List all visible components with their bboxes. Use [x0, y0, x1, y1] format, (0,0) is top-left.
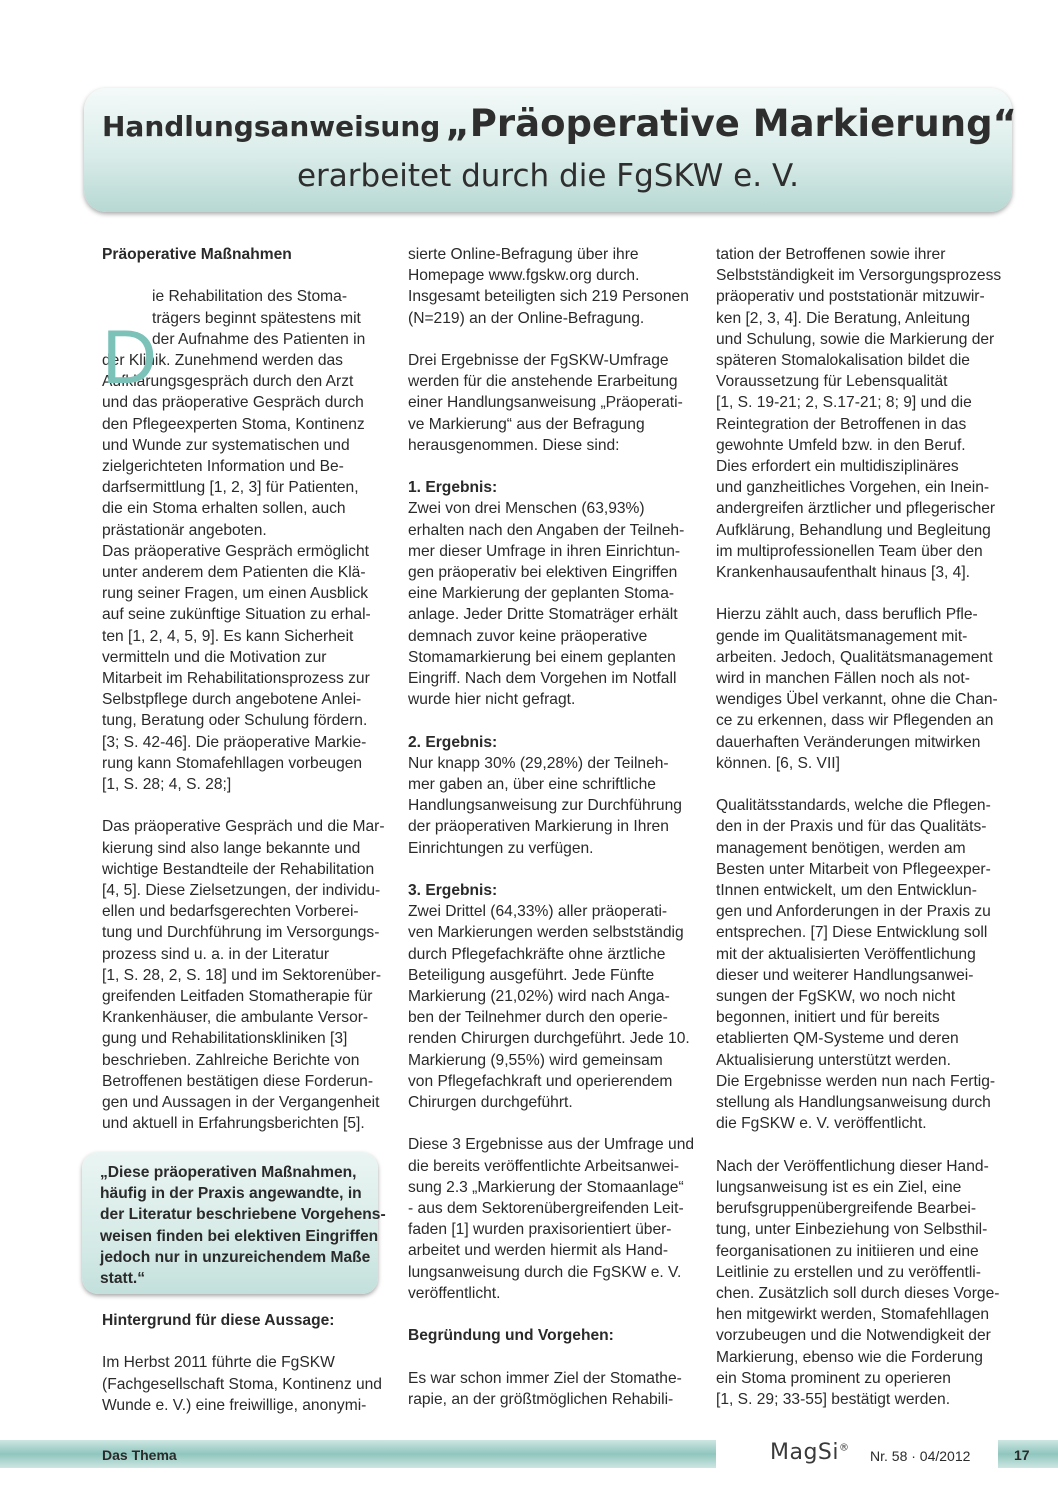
text-line: Homepage www.fgskw.org durch.	[408, 267, 640, 285]
text-line: tation der Betroffenen sowie ihrer	[716, 246, 946, 263]
text-line: faden [1] wurden praxisorientiert über-	[408, 1221, 672, 1239]
text-line: Voraussetzung für Lebensqualität	[716, 373, 948, 391]
text-line: jedoch nur in unzureichendem Maße	[100, 1248, 371, 1266]
paragraph	[102, 541, 382, 795]
text-line: der präoperativen Markierung in Ihren	[408, 818, 669, 836]
text-line: Zwei von drei Menschen (63,93%)	[408, 500, 645, 518]
text-line: späteren Stomalokalisation bildet die	[716, 352, 970, 370]
text-line: erhalten nach den Angaben der Teilneh-	[408, 521, 685, 539]
text-line: gen und Anforderungen in der Praxis zu	[716, 903, 991, 921]
text-line: Das präoperative Gespräch ermöglicht	[102, 542, 369, 560]
text-line: arbeiten. Jedoch, Qualitätsmanagement	[716, 648, 993, 666]
text-line: (Fachgesellschaft Stoma, Kontinenz und	[102, 1375, 382, 1393]
text-line: ie Rehabilitation des Stoma-	[152, 288, 348, 306]
paragraph	[102, 286, 382, 540]
magazine-logo	[770, 1440, 850, 1465]
text-line: hen mitgewirkt werden, Stomafehllagen	[716, 1306, 990, 1324]
text-line: ten [1, 2, 4, 5, 9]. Es kann Sicherheit	[102, 627, 354, 645]
pull-quote	[100, 1162, 386, 1289]
text-line: feorganisationen zu initiieren und eine	[716, 1242, 979, 1260]
text-line: berufsgruppenübergreifende Bearbei-	[716, 1200, 977, 1218]
text-line: Betroffenen bestätigen diese Forderun-	[102, 1072, 374, 1090]
text-line: häufig in der Praxis angewandte, in	[100, 1185, 362, 1203]
text-line: Die Ergebnisse werden nun nach Fertig-	[716, 1072, 996, 1090]
lines	[408, 901, 690, 1113]
page-subtitle: erarbeitet durch die FgSKW e. V.	[296, 158, 800, 194]
section-heading: Hintergrund für diese Aussage:	[102, 1312, 335, 1329]
text-line: Zwei Drittel (64,33%) aller präoperati-	[408, 903, 668, 921]
text-line: unter anderem dem Patienten die Klä-	[102, 564, 366, 582]
text-line: und ganzheitliches Vorgehen, ein Inein-	[716, 479, 990, 497]
text-line: prozess sind u. a. in der Literatur	[102, 945, 330, 963]
paragraph	[408, 1368, 690, 1410]
text-line: Qualitätsstandards, welche die Pflegen-	[716, 797, 991, 815]
text-line: ken [2, 3, 4]. Die Beratung, Anleitung	[716, 309, 970, 327]
text-line: wird in manchen Fällen noch als not-	[716, 670, 970, 688]
text-line: vorzubeugen und die Notwendigkeit der	[716, 1327, 991, 1345]
result-3	[408, 880, 690, 1113]
text-line: management benötigen, werden am	[716, 839, 966, 857]
text-line: Eingriff. Nach dem Vorgehen im Notfall	[408, 670, 677, 688]
text-line: Mitarbeit im Rehabilitationsprozess zur	[102, 670, 370, 688]
text-line: [1, S. 19-21; 2, S.17-21; 8; 9] und die	[716, 394, 972, 412]
text-line: dauerhaften Veränderungen mitwirken	[716, 733, 981, 751]
text-line: gende im Qualitätsmanagement mit-	[716, 627, 968, 645]
paragraph	[716, 604, 998, 774]
text-line: darfsermittlung [1, 2, 3] für Patienten,	[102, 479, 359, 497]
lines	[408, 498, 690, 710]
text-line: Das präoperative Gespräch und die Mar-	[102, 818, 385, 836]
paragraph	[408, 1134, 695, 1304]
text-line: (N=219) an der Online-Befragung.	[408, 309, 645, 327]
text-line: weisen finden bei elektiven Eingriffen	[100, 1227, 379, 1245]
text-line: Markierung (21,02%) wird nach Anga-	[408, 988, 670, 1006]
text-line: einer Handlungsanweisung „Präoperati-	[408, 394, 683, 412]
text-line: gen und Aussagen in der Vergangenheit	[102, 1094, 380, 1112]
text-line: der Literatur beschriebene Vorgehens-	[100, 1206, 386, 1224]
text-line: können. [6, S. VII]	[716, 754, 840, 772]
text-line: zielgerichteten Information und Be-	[102, 458, 344, 476]
text-line: vermitteln und die Motivation zur	[102, 648, 327, 666]
text-line: wendiges Übel verkannt, ohne die Chan-	[716, 691, 998, 709]
text-line: Stomamarkierung bei einem geplanten	[408, 648, 676, 666]
lines	[408, 753, 690, 859]
text-line: wurde hier nicht gefragt.	[408, 691, 576, 709]
text-line: und Schulung, sowie die Markierung der	[716, 330, 995, 348]
text-line: gewohnte Umfeld bzw. in den Beruf.	[716, 436, 966, 454]
footer-issue: Nr. 58 · 04/2012	[870, 1448, 971, 1464]
text-line: renden Chirurgen durchgeführt. Jede 10.	[408, 1030, 690, 1048]
text-line: Beteiligung ausgeführt. Jede Fünfte	[408, 966, 655, 984]
text-line: stellung als Handlungsanweisung durch	[716, 1094, 991, 1112]
text-line: der Aufnahme des Patienten in	[152, 330, 366, 348]
text-line: andergreifen ärztlicher und pflegerischer	[716, 500, 996, 518]
text-line: begonnen, initiert und für bereits	[716, 1009, 940, 1027]
text-line: gung und Rehabilitationskliniken [3]	[102, 1030, 348, 1048]
page-number: 17	[1014, 1447, 1030, 1463]
text-line: Dies erfordert ein multidisziplinäres	[716, 458, 959, 476]
paragraph	[408, 350, 690, 456]
text-line: [3; S. 42-46]. Die präoperative Markie-	[102, 733, 367, 751]
section-heading: Begründung und Vorgehen:	[408, 1327, 614, 1345]
text-line: Reintegration der Betroffenen in das	[716, 415, 967, 433]
text-line: etablierten QM-Systeme und deren	[716, 1030, 959, 1048]
text-line: Einrichtungen zu verfügen.	[408, 839, 594, 857]
page-title	[102, 102, 1017, 145]
result-1	[408, 477, 690, 710]
title-prefix: Handlungsanweisung	[102, 110, 441, 143]
text-line: sierte Online-Befragung über ihre	[408, 246, 639, 263]
text-line: [1, S. 29; 33-55] bestätigt werden.	[716, 1390, 951, 1408]
text-line: [1, S. 28, 2, S. 18] und im Sektorenüber-	[102, 966, 382, 984]
text-line: Es war schon immer Ziel der Stomathe-	[408, 1369, 682, 1387]
text-line: gen präoperativ bei elektiven Eingriffen	[408, 564, 678, 582]
registered-mark: ®	[839, 1442, 850, 1454]
text-line: Markierung (9,55%) wird gemeinsam	[408, 1051, 663, 1069]
text-line: beschrieben. Zahlreiche Berichte von	[102, 1051, 360, 1069]
footer-section: Das Thema	[102, 1447, 177, 1463]
text-line: sung 2.3 „Markierung der Stomaanlage“	[408, 1178, 684, 1196]
text-line: Markierung, ebenso wie die Forderung	[716, 1348, 983, 1366]
text-line: die FgSKW e. V. veröffentlicht.	[716, 1115, 927, 1133]
text-line: rung seiner Fragen, um einen Ausblick	[102, 585, 369, 603]
text-line: anlage. Jeder Dritte Stomaträger erhält	[408, 606, 678, 624]
text-line: und Wunde zur systematischen und	[102, 436, 350, 454]
text-line: arbeitet und werden hiermit als Hand-	[408, 1242, 669, 1260]
drop-cap: D	[102, 315, 157, 401]
text-line: dieser und weiterer Handlungsanwei-	[716, 966, 974, 984]
text-line: [4, 5]. Diese Zielsetzungen, der individu-	[102, 882, 381, 900]
text-line: von Pflegefachkraft und operierendem	[408, 1072, 673, 1090]
paragraph	[408, 244, 690, 329]
paragraph	[716, 1156, 998, 1410]
text-line: Drei Ergebnisse der FgSKW-Umfrage	[408, 352, 669, 369]
paragraph	[102, 1352, 382, 1416]
text-line: Hierzu zählt auch, dass beruflich Pfle-	[716, 606, 978, 624]
text-line: und das präoperative Gespräch durch	[102, 394, 364, 412]
paragraph	[716, 244, 1002, 583]
text-line: den in der Praxis und für das Qualitäts-	[716, 818, 987, 836]
text-line: durch Pflegefachkräfte ohne ärztliche	[408, 945, 666, 963]
paragraph	[716, 795, 998, 1134]
text-line: herausgenommen. Diese sind:	[408, 436, 620, 454]
text-line: mit der aktualisierten Veröffentlichung	[716, 945, 976, 963]
text-line: Aktualisierung unterstützt werden.	[716, 1051, 951, 1069]
text-line: tung und Durchführung im Versorgungs-	[102, 924, 380, 942]
text-line: Krankenhausaufenthalt hinaus [3, 4].	[716, 564, 971, 582]
text-line: kierung sind also lange bekannte und	[102, 839, 361, 857]
text-line: [1, S. 28; 4, S. 28;]	[102, 776, 232, 794]
text-line: tInnen entwickelt, um den Entwicklun-	[716, 882, 977, 900]
section-heading: Präoperative Maßnahmen	[102, 246, 292, 263]
text-line: mer gaben an, über eine schriftliche	[408, 776, 656, 794]
text-line: rapie, an der größtmöglichen Rehabili-	[408, 1390, 674, 1408]
result-2	[408, 732, 690, 859]
text-line: Krankenhäuser, die ambulante Versor-	[102, 1009, 369, 1027]
text-line: der Klinik. Zunehmend werden das	[102, 352, 343, 369]
text-line: eine Markierung der geplanten Stoma-	[408, 585, 675, 603]
text-line: - aus dem Sektorenübergreifenden Leit-	[408, 1200, 684, 1218]
text-line: ellen und bedarfsgerechten Vorberei-	[102, 903, 359, 921]
text-line: ve Markierung“ aus der Befragung	[408, 415, 645, 433]
text-line: sungen der FgSKW, wo noch nicht	[716, 988, 956, 1006]
column-1-continued	[102, 1310, 382, 1437]
text-line: präoperativ und poststationär mitzuwir-	[716, 288, 985, 306]
result-heading: 2. Ergebnis:	[408, 733, 498, 751]
text-line: auf seine zukünftige Situation zu erhal-	[102, 606, 371, 624]
text-line: Diese 3 Ergebnisse aus der Umfrage und	[408, 1136, 695, 1154]
text-line: Chirurgen durchgeführt.	[408, 1094, 573, 1112]
text-line: ce zu erkennen, dass wir Pflegenden an	[716, 712, 994, 730]
result-heading: 1. Ergebnis:	[408, 479, 498, 497]
text-line: werden für die anstehende Erarbeitung	[408, 373, 678, 391]
column-2	[408, 244, 695, 1431]
text-line: veröffentlicht.	[408, 1284, 501, 1302]
text-line: entsprechen. [7] Diese Entwicklung soll	[716, 924, 988, 942]
text-line: greifenden Leitfaden Stomatherapie für	[102, 988, 373, 1006]
text-line: Aufklärung, Behandlung und Begleitung	[716, 521, 991, 539]
text-line: Handlungsanweisung zur Durchführung	[408, 797, 682, 815]
text-line: tung, unter Einbeziehung von Selbsthil-	[716, 1221, 988, 1239]
column-1	[102, 244, 385, 1156]
text-line: prästationär angeboten.	[102, 521, 267, 539]
text-line: tung, Beratung oder Schulung fördern.	[102, 712, 368, 730]
text-line: Im Herbst 2011 führte die FgSKW	[102, 1354, 335, 1372]
text-line: Wunde e. V.) eine freiwillige, anonymi-	[102, 1396, 367, 1414]
text-line: chen. Zusätzlich soll durch dieses Vorge-	[716, 1284, 1000, 1302]
text-line: trägers beginnt spätestens mit	[152, 309, 361, 327]
text-line: die bereits veröffentlichte Arbeitsanwei-	[408, 1157, 680, 1175]
text-line: Leitlinie zu erstellen und zu veröffentli-	[716, 1263, 981, 1281]
text-line: die ein Stoma erhalten sollen, auch	[102, 500, 346, 518]
text-line: wichtige Bestandteile der Rehabilitation	[102, 860, 375, 878]
text-line: und aktuell in Erfahrungsberichten [5].	[102, 1115, 365, 1133]
text-line: lungsanweisung durch die FgSKW e. V.	[408, 1263, 682, 1281]
column-3	[716, 244, 1002, 1431]
text-line: Aufklärungsgespräch durch den Arzt	[102, 373, 354, 391]
text-line: ein Stoma prominent zu operieren	[716, 1369, 951, 1387]
text-line: statt.“	[100, 1270, 146, 1288]
text-line: Selbstständigkeit im Versorgungsprozess	[716, 267, 1002, 285]
text-line: den Pflegeexperten Stoma, Kontinenz	[102, 415, 365, 433]
text-line: rung kann Stomafehllagen vorbeugen	[102, 754, 363, 772]
text-line: Besten unter Mitarbeit von Pflegeexper-	[716, 860, 991, 878]
paragraph	[102, 816, 385, 1134]
title-main: „Präoperative Markierung“	[445, 102, 1017, 145]
magazine-name: MagSi	[770, 1440, 840, 1465]
text-line: lungsanweisung ist es ein Ziel, eine	[716, 1178, 962, 1196]
text-line: ben der Teilnehmer durch den operie-	[408, 1009, 668, 1027]
text-line: Selbstpflege durch angebotene Anlei-	[102, 691, 362, 709]
text-line: ven Markierungen werden selbstständig	[408, 924, 684, 942]
text-line: demnach zuvor keine präoperative	[408, 627, 648, 645]
text-line: mer dieser Umfrage in ihren Einrichtun-	[408, 542, 681, 560]
result-heading: 3. Ergebnis:	[408, 882, 498, 900]
text-line: im multiprofessionellen Team über den	[716, 542, 983, 560]
text-line: „Diese präoperativen Maßnahmen,	[100, 1164, 357, 1181]
text-line: Nach der Veröffentlichung dieser Hand-	[716, 1157, 989, 1175]
text-line: Nur knapp 30% (29,28%) der Teilneh-	[408, 754, 669, 772]
text-line: Insgesamt beteiligten sich 219 Personen	[408, 288, 689, 306]
